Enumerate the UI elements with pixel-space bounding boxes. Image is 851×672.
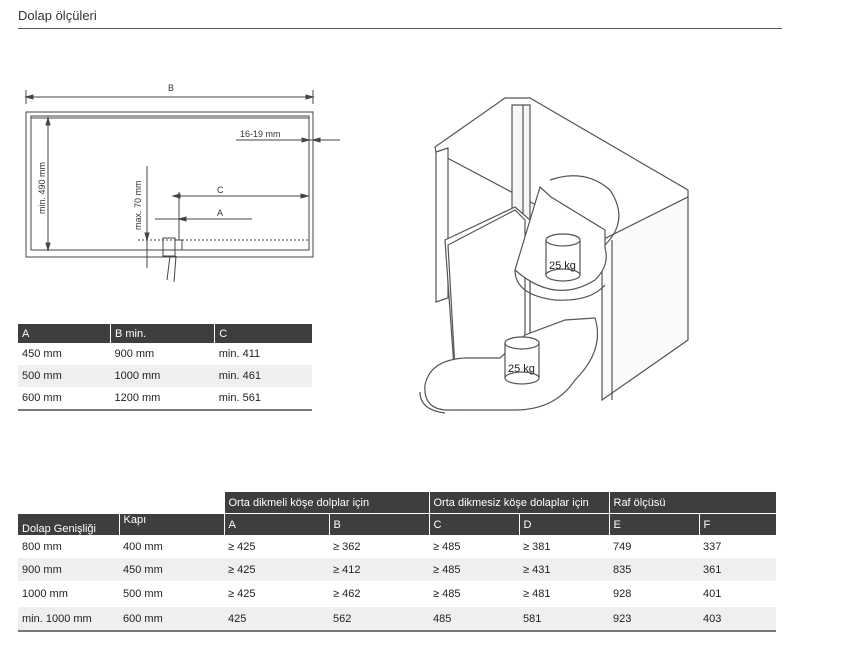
cell: min. 411 [218, 348, 261, 360]
blank-header [119, 492, 224, 514]
cell: 500 mm [18, 365, 110, 387]
cell: 485 [429, 607, 519, 631]
cell: 928 [613, 588, 632, 600]
cell: ≥ 481 [523, 588, 551, 600]
cell: 403 [699, 607, 776, 631]
col-header-width: Dolap Genişliği [18, 514, 119, 536]
weight-label-bottom: 25 kg [508, 363, 535, 375]
cell: 923 [609, 607, 699, 631]
cell: ≥ 431 [519, 558, 609, 581]
col-header-b-min: B min. [110, 324, 214, 343]
cell: 581 [519, 607, 609, 631]
weight-label-top: 25 kg [549, 260, 576, 272]
cell: 500 mm [123, 588, 163, 600]
cabinet-width-table [18, 492, 776, 632]
table-row [18, 343, 312, 365]
cell: 361 [699, 558, 776, 581]
group-header-shelf: Raf ölçüsü [609, 492, 776, 514]
group-header-with-post: Orta dikmeli köşe dolplar için [224, 492, 429, 514]
cell: 835 [609, 558, 699, 581]
table-row [18, 581, 776, 607]
cell: ≥ 485 [433, 540, 461, 553]
col-header-a: A [18, 324, 110, 343]
cell: ≥ 362 [333, 540, 361, 553]
cell: min. 461 [215, 365, 312, 387]
cell: ≥ 425 [224, 558, 329, 581]
dim-a-label: A [217, 208, 224, 218]
cell: 425 [224, 607, 329, 631]
col-header-a: A [224, 514, 329, 536]
cell: 562 [329, 607, 429, 631]
cell: ≥ 381 [523, 540, 551, 553]
cell: 600 mm [119, 607, 224, 631]
col-header-e: E [609, 514, 699, 536]
cell: ≥ 485 [429, 558, 519, 581]
table-row [18, 558, 776, 581]
col-header-d: D [519, 514, 609, 536]
table-row [18, 607, 776, 631]
cell: ≥ 485 [433, 588, 461, 600]
col-header-c: C [429, 514, 519, 536]
cell: 900 mm [18, 558, 119, 581]
cell: 749 [613, 540, 632, 553]
corner-cabinet-illustration [405, 80, 705, 420]
page-title: Dolap ölçüleri [18, 8, 97, 23]
cell: min. 1000 mm [18, 607, 119, 631]
dim-panel-label: 16-19 mm [240, 129, 281, 139]
cell: ≥ 412 [329, 558, 429, 581]
dim-depth-label: min. 490 mm [37, 161, 47, 214]
cell: ≥ 462 [333, 588, 361, 600]
cell: 1000 mm [110, 365, 214, 387]
cell: 401 [703, 588, 722, 600]
cell: 450 mm [119, 558, 224, 581]
cell: min. 561 [215, 387, 312, 410]
cell: ≥ 425 [228, 588, 256, 600]
cell: 450 mm [22, 348, 62, 360]
dim-c-label: C [217, 185, 224, 195]
cell: 600 mm [18, 387, 110, 410]
cell: 1000 mm [22, 588, 68, 600]
cell: ≥ 425 [228, 540, 256, 553]
col-header-c: C [215, 324, 312, 343]
cell: 400 mm [123, 540, 163, 553]
blank-header [18, 492, 119, 514]
cell: 800 mm [22, 540, 62, 553]
cell: 1200 mm [110, 387, 214, 410]
table-row [18, 365, 312, 387]
col-header-f: F [699, 514, 776, 536]
table-row [18, 387, 312, 410]
group-header-without-post: Orta dikmesiz köşe dolaplar için [429, 492, 609, 514]
col-header-b: B [329, 514, 429, 536]
dim-max-label: max. 70 mm [133, 180, 143, 230]
cell: 900 mm [114, 348, 155, 360]
cabinet-plan-diagram [0, 0, 360, 300]
dim-b-label: B [168, 83, 175, 93]
col-header-door: Kapı [119, 514, 224, 536]
cell: 337 [703, 540, 722, 553]
table-row [18, 535, 776, 558]
dimensions-table-small [18, 324, 312, 411]
